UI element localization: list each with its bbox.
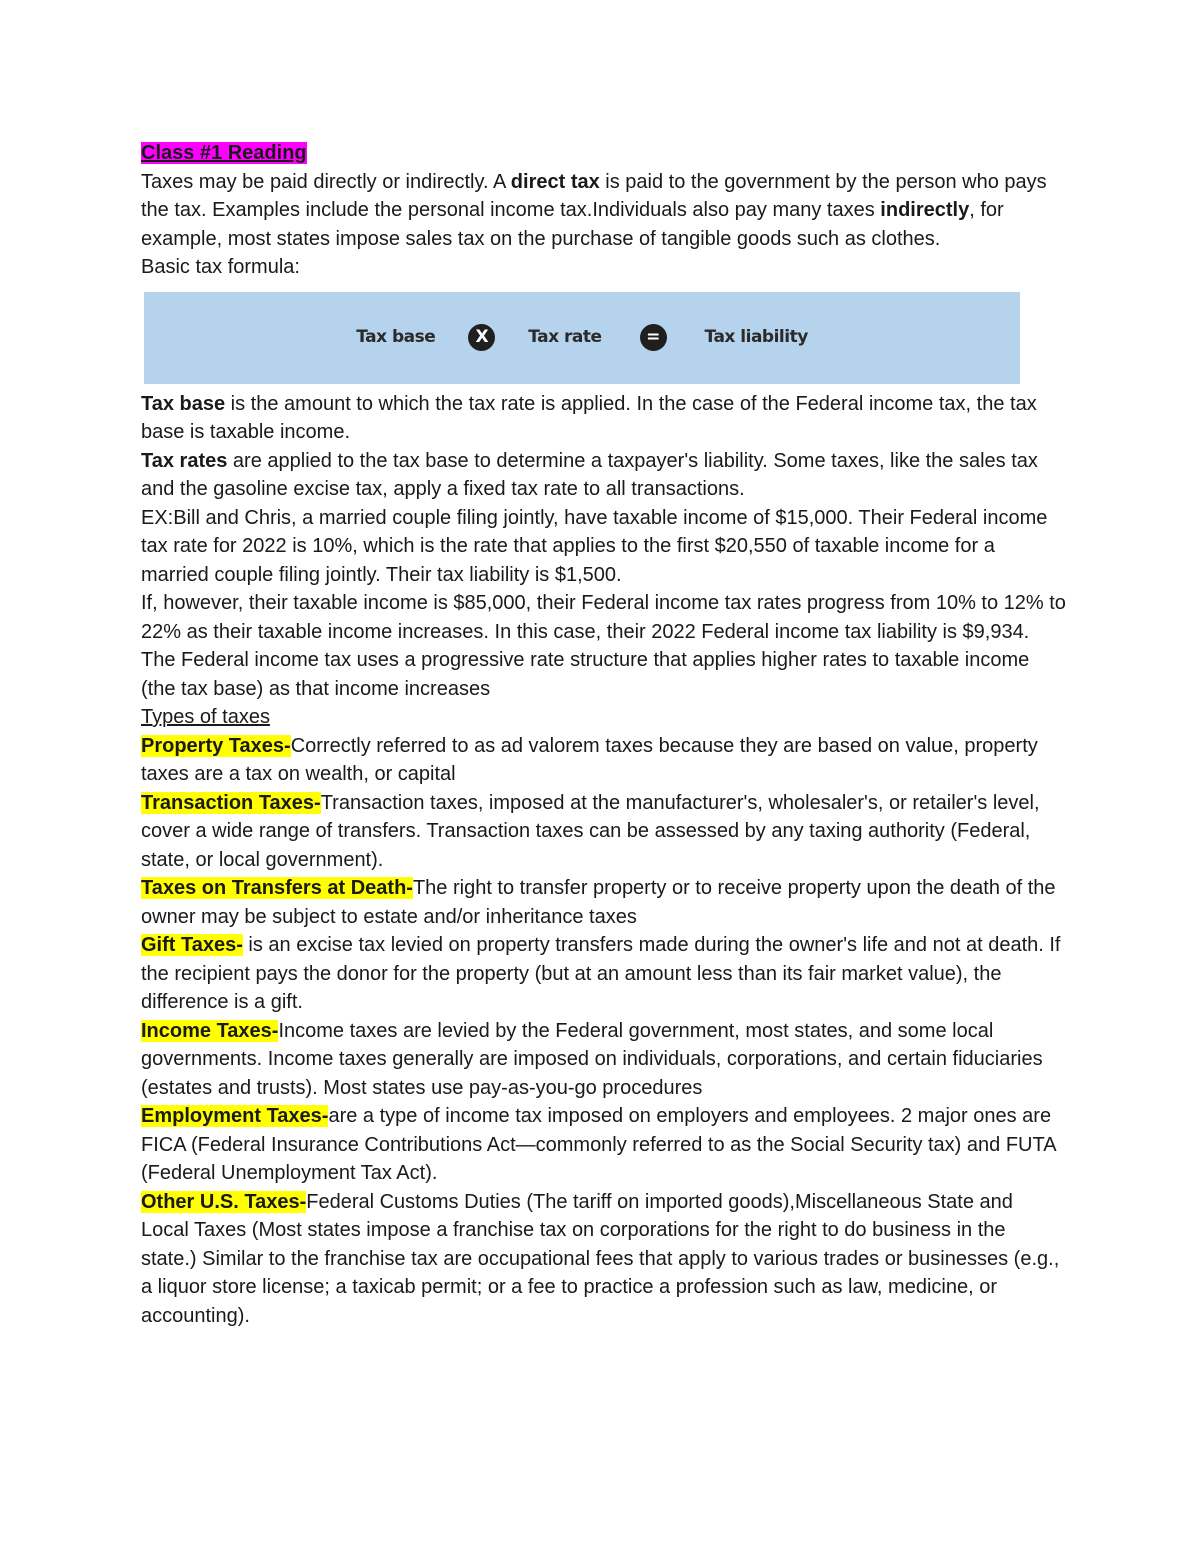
tax-base-term: Tax base <box>141 392 226 415</box>
tax-type-term: Other U.S. Taxes- <box>141 1190 307 1213</box>
tax-type-term: Gift Taxes- <box>141 934 243 956</box>
progressive-paragraph: If, however, their taxable income is $85,000, their Federal income tax rates progress from 10% to 12% to 22% as their taxable income increases. In this case, their 2022 Federal income tax liability is $9,934. The Federal income tax uses a progressive rate structure that applies higher rates to taxable income (the tax base) as that income increases <box>141 592 1066 700</box>
intro-text-1: Taxes may be paid directly or indirectly. A <box>141 170 511 193</box>
page-title: Class #1 Reading <box>141 142 307 164</box>
tax-type-transfers-at-death <box>141 874 1066 931</box>
intro-text-2: is paid to the government by the person who pays the tax. Examples include the personal income tax.Individuals also pay many taxes <box>141 170 1047 221</box>
tax-type-text: Income taxes are levied by the Federal government, most states, and some local governments. Income taxes generally are imposed on individuals, corporations, and certain fiduciaries (estates and trusts). Most states use pay-as-you-go procedures <box>141 1019 1043 1099</box>
tax-type-term: Employment Taxes- <box>141 1105 329 1127</box>
types-heading <box>141 703 1066 732</box>
equals-icon: = <box>640 324 667 351</box>
tax-type-term: Property Taxes- <box>141 734 291 757</box>
tax-type-term: Taxes on Transfers at Death- <box>141 877 413 899</box>
intro-paragraph <box>141 168 1066 254</box>
types-heading-text: Types of taxes <box>141 706 270 728</box>
example-paragraph: EX:Bill and Chris, a married couple filing jointly, have taxable income of $15,000. Their Federal income tax rate for 2022 is 10%, which is the rate that applies to the first $20,550 of taxable income for a married couple filing jointly. Their tax liability is $1,500. <box>141 506 1048 586</box>
tax-rates-paragraph <box>141 447 1066 504</box>
formula-term-tax-base: Tax base <box>356 327 436 348</box>
intro-text-3: , for example, most states impose sales tax on the purchase of tangible goods such as clothes. <box>141 199 1004 250</box>
tax-type-text: Correctly referred to as ad valorem taxes because they are based on value, property taxes are a tax on wealth, or capital <box>141 734 1038 785</box>
tax-type-gift <box>141 931 1066 1017</box>
tax-type-employment <box>141 1102 1066 1188</box>
direct-tax-term: direct tax <box>510 170 600 193</box>
tax-type-text: are a type of income tax imposed on employers and employees. 2 major ones are FICA (Federal Insurance Contributions Act—commonly referred to as the Social Security tax) and FUTA (Federal Unemployment Tax Act). <box>141 1105 1056 1184</box>
tax-rates-text: are applied to the tax base to determine a taxpayer's liability. Some taxes, like the sales tax and the gasoline excise tax, apply a fixed tax rate to all transactions. <box>141 449 1038 500</box>
tax-type-text: The right to transfer property or to receive property upon the death of the owner may be subject to estate and/or inheritance taxes <box>141 877 1056 928</box>
tax-base-paragraph <box>141 390 1066 447</box>
tax-type-text: is an excise tax levied on property transfers made during the owner's life and not at death. If the recipient pays the donor for the property (but at an amount less than its fair market value), the difference is a gift. <box>141 934 1061 1013</box>
tax-type-text: Transaction taxes, imposed at the manufacturer's, wholesaler's, or retailer's level, cover a wide range of transfers. Transaction taxes can be assessed by any taxing authority (Federal, state, or local government). <box>141 791 1040 871</box>
title-line <box>141 139 1066 168</box>
tax-base-text: is the amount to which the tax rate is applied. In the case of the Federal income tax, the tax base is taxable income. <box>141 392 1037 443</box>
tax-formula-diagram <box>144 292 1020 384</box>
document-body <box>141 139 1066 1330</box>
tax-type-income <box>141 1017 1066 1103</box>
formula-term-tax-rate: Tax rate <box>528 327 602 348</box>
tax-type-text: Federal Customs Duties (The tariff on imported goods),Miscellaneous State and Local Taxes (Most states impose a franchise tax on corporations for the right to do business in the state.) Similar to the franchise tax are occupational fees that apply to various trades or businesses (e.g., a liquor store license; a taxicab permit; or a fee to practice a profession such as law, medicine, or accounting). <box>141 1190 1060 1327</box>
tax-type-term: Income Taxes- <box>141 1019 279 1042</box>
tax-type-term: Transaction Taxes- <box>141 791 321 814</box>
tax-type-transaction <box>141 789 1066 875</box>
multiply-icon: X <box>468 324 495 351</box>
formula-label: Basic tax formula: <box>141 256 300 278</box>
tax-rates-term: Tax rates <box>141 449 228 472</box>
indirectly-term: indirectly <box>880 199 970 221</box>
formula-term-tax-liability: Tax liability <box>704 327 808 348</box>
tax-type-other-us <box>141 1188 1066 1331</box>
tax-type-property <box>141 732 1066 789</box>
